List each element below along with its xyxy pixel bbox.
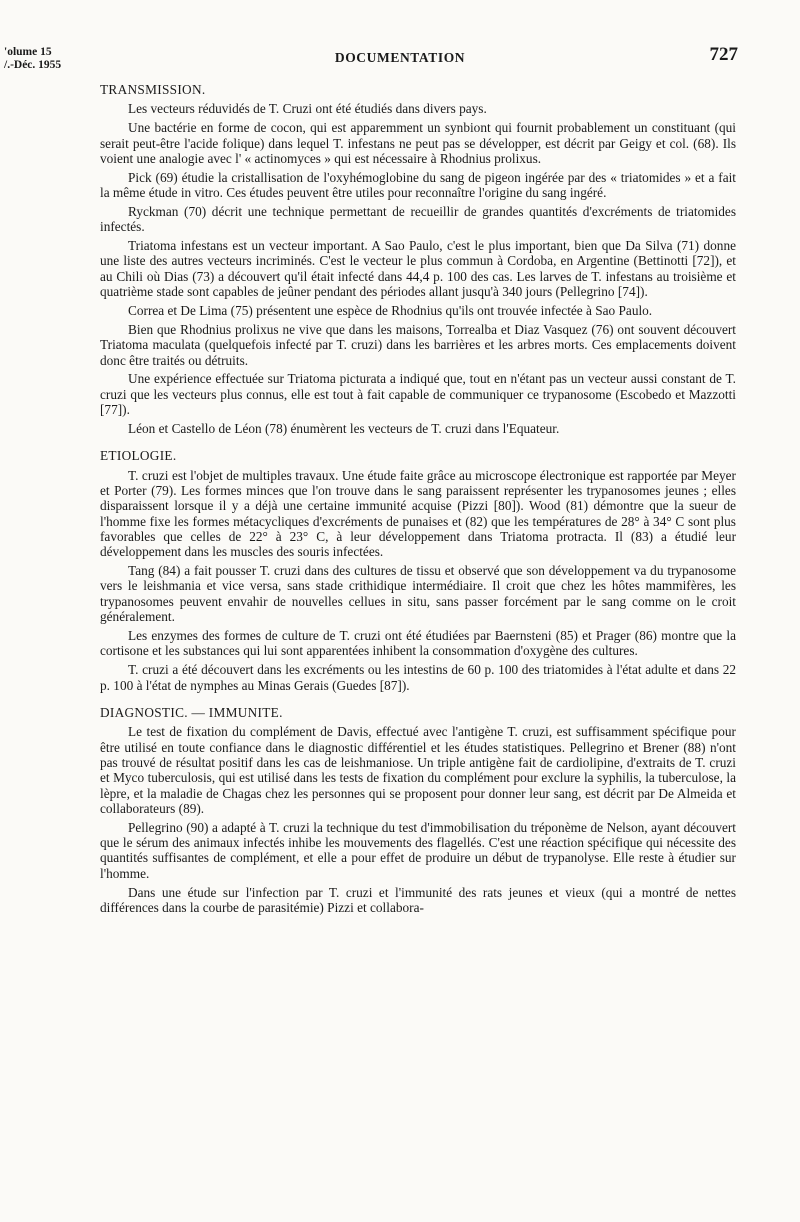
paragraph: Correa et De Lima (75) présentent une espèce de Rhodnius qu'ils ont trouvée infectée à Sao Paulo. bbox=[128, 302, 653, 318]
paragraph: Bien que Rhodnius prolixus ne vive que dans les maisons, Torrealba et Diaz Vasquez (76) ont souvent découvert Triatoma maculata (quelquefois infecté par T. cruzi) dans les barrières et les arbres morts. Ces emplacements doivent donc être traités ou détruits. bbox=[100, 321, 736, 368]
section-heading: DIAGNOSTIC. — IMMUNITE. bbox=[100, 704, 283, 720]
paragraph: T. cruzi a été découvert dans les excréments ou les intestins de 60 p. 100 des triatomides à l'état adulte et dans 22 p. 100 à l'état de nymphes au Minas Gerais (Guedes [87]). bbox=[100, 662, 736, 693]
article-body bbox=[100, 82, 736, 919]
section-heading: ETIOLOGIE. bbox=[100, 448, 177, 464]
paragraph: T. cruzi est l'objet de multiples travaux. Une étude faite grâce au microscope électronique est rapportée par Meyer et Porter (79). Les formes minces que l'on trouve dans le sang paraissent représenter les trypanosomes jeunes ; elles disparaissent lorsque il y a déjà une certaine immunité acquise (Pizzi [80]). Wood (81) démontre que la sueur de l'homme fixe les formes métacycliques d'excréments de punaises et (82) que les températures de 28° à 34° C sont plus favorables que celles de 22° à 23° C, à leur développement dans Triatoma protracta. Il (83) a étudié leur développement dans les muscles des souris infectées. bbox=[100, 467, 736, 560]
section-heading: TRANSMISSION. bbox=[100, 82, 206, 97]
paragraph: Les vecteurs réduvidés de T. Cruzi ont été étudiés dans divers pays. bbox=[128, 101, 487, 117]
paragraph: Pellegrino (90) a adapté à T. cruzi la technique du test d'immobilisation du tréponème de Nelson, ayant découvert que le sérum des animaux infectés inhibe les mouvements des flagellés. C'est une réaction spécifique qui nécessite des quantités suffisantes de complément, et elle a pour effet de produire un début de trypanolyse. Elle reste à étudier sur l'homme. bbox=[100, 819, 736, 881]
paragraph: Le test de fixation du complément de Davis, effectué avec l'antigène T. cruzi, est suffisamment spécifique pour être utilisé en toute confiance dans le diagnostic différentiel et les études statistiques. Pellegrino et Brener (88) n'ont pas trouvé de résultat positif dans les cas de leishmaniose. Un triple antigène fait de cardiolipine, d'extraits de T. cruzi et Myco tuberculosis, qui est utilisé dans les tests de fixation du complément pour exclure la syphilis, la tuberculose, la lèpre, et la maladie de Chagas chez les personnes qui se proposent pour donner leur sang, est décrit par De Almeida et collaborateurs (89). bbox=[100, 724, 736, 816]
paragraph: Une bactérie en forme de cocon, qui est apparemment un synbiont qui fournit probablement un constituant (qui serait peut-être l'acide folique) dans lequel T. infestans ne peut pas se développer, est décrit par Geigy et col. (68). Ils voient une analogie avec l' « actinomyces » qui est nécessaire à Rhodnius prolixus. bbox=[100, 120, 736, 166]
paragraph: Ryckman (70) décrit une technique permettant de recueillir de grandes quantités d'excréments de triatomides infectés. bbox=[100, 203, 736, 235]
paragraph: Pick (69) étudie la cristallisation de l'oxyhémoglobine du sang de pigeon ingérée par des « triatomides » et a fait la même étude in vitro. Ces études peuvent être utiles pour reconnaître l'origine du sang ingéré. bbox=[100, 169, 736, 201]
section-diagnostic-immunite bbox=[100, 705, 736, 915]
section-etiologie bbox=[100, 448, 736, 693]
volume-line: 'olume 15 bbox=[4, 46, 52, 58]
paragraph: Dans une étude sur l'infection par T. cruzi et l'immunité des rats jeunes et vieux (qui a montré de nettes différences dans la courbe de parasitémie) Pizzi et collabora- bbox=[100, 884, 736, 915]
paragraph: Tang (84) a fait pousser T. cruzi dans des cultures de tissu et observé que son développement va du trypanosome vers le leishmania et vice versa, sans stade crithidique intermédiaire. Il croit que chez les hôtes mammifères, les trypanosomes peuvent envahir de nouvelles cellues in situ, sans passer forcément par le sang comme on le croit généralement. bbox=[100, 563, 736, 625]
paragraph: Les enzymes des formes de culture de T. cruzi ont été étudiées par Baernsteni (85) et Prager (86) montre que la cortisone et les substances qui lui sont apparentées inhibent la consommation d'oxygène des cultures. bbox=[100, 628, 736, 659]
paragraph: Léon et Castello de Léon (78) énumèrent les vecteurs de T. cruzi dans l'Equateur. bbox=[128, 420, 560, 436]
section-transmission bbox=[100, 82, 736, 436]
page-number: 727 bbox=[709, 44, 738, 65]
running-head bbox=[0, 44, 800, 84]
paragraph: Une expérience effectuée sur Triatoma picturata a indiqué que, tout en n'étant pas un vecteur aussi constant de T. cruzi que les vecteurs plus connus, elle est tout à fait capable de communiquer ce trypanosome (Escobedo et Mazzotti [77]). bbox=[100, 371, 736, 418]
paragraph: Triatoma infestans est un vecteur important. A Sao Paulo, c'est le plus important, bien que Da Silva (71) donne une liste des autres vecteurs incriminés. C'est le vecteur le plus commun à Cordoba, en Argentine (Bettinotti [72]), et au Chili où Dias (73) a découvert qu'il était infecté dans 44,4 p. 100 des cas. Les larves de T. infestans au troisième et quatrième stade sont capables de jeûner pendant des périodes allant jusqu'à 340 jours (Pellegrino [74]). bbox=[100, 238, 736, 300]
date-line: /.-Déc. 1955 bbox=[4, 59, 62, 71]
journal-section-title: DOCUMENTATION bbox=[334, 50, 466, 65]
